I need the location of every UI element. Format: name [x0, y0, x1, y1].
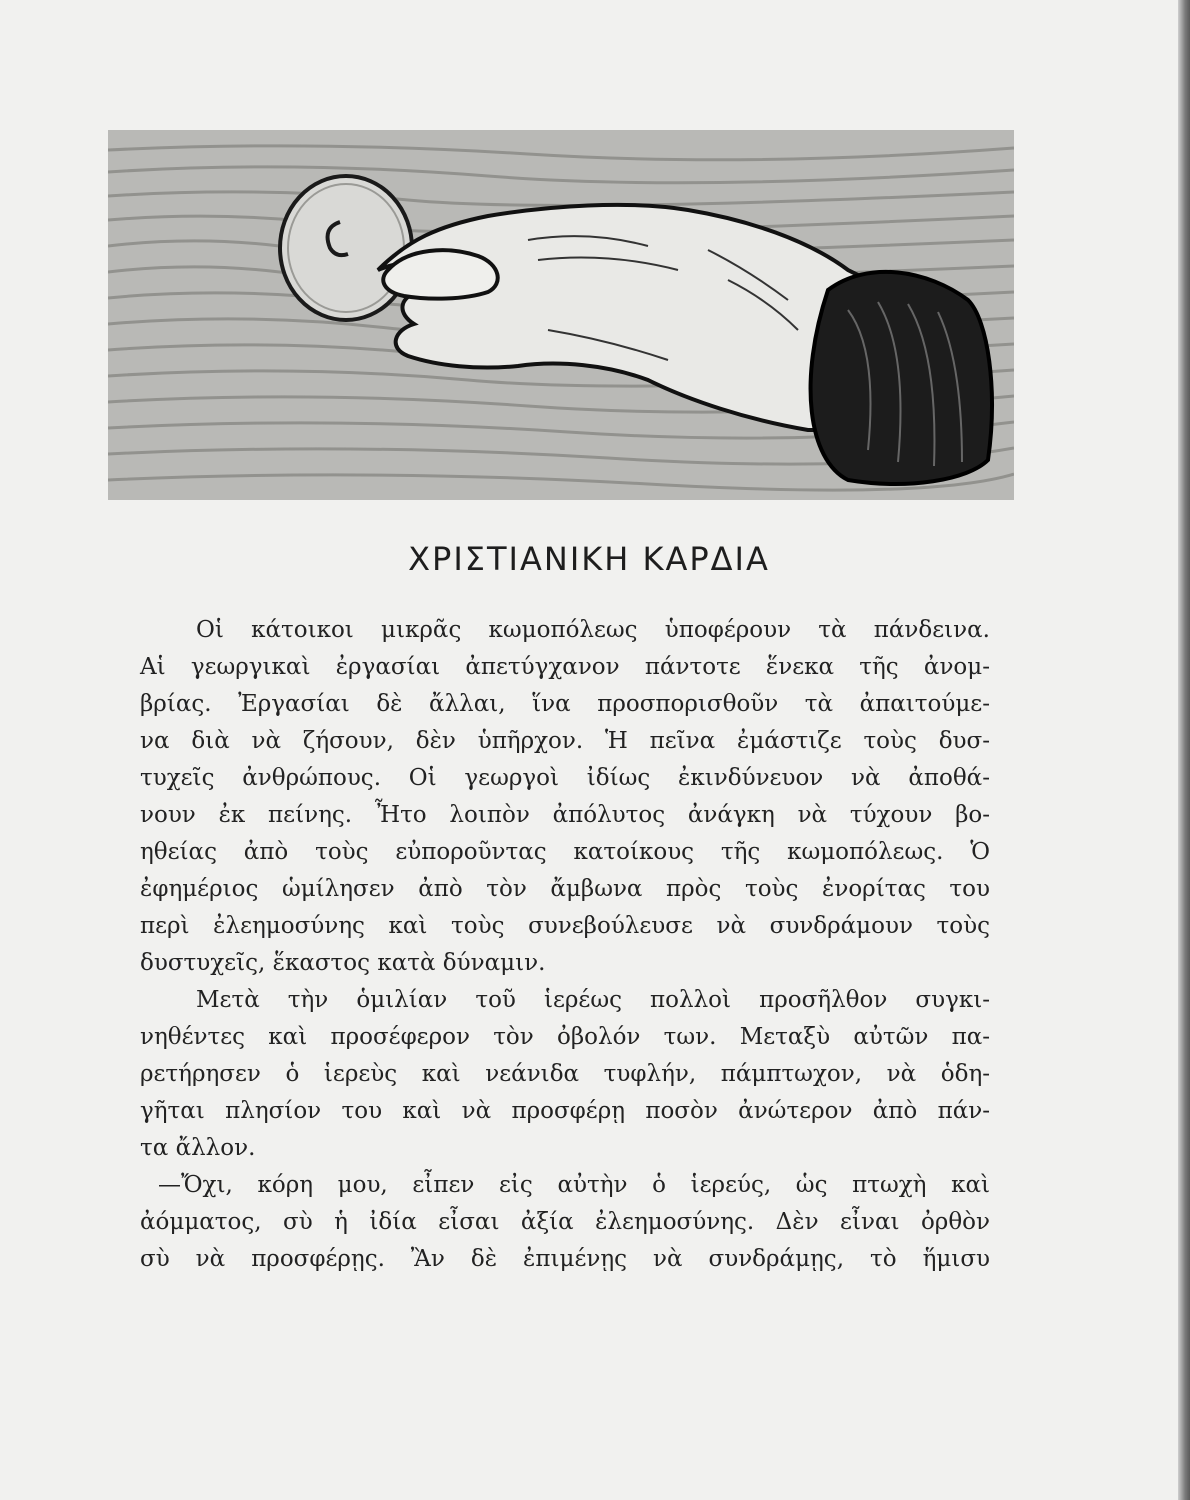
page-edge: [1178, 0, 1190, 1500]
hand-holding-wafer-illustration: [108, 130, 1014, 500]
paragraph-2: [140, 982, 990, 1167]
text-line: ηθείας ἀπὸ τοὺς εὐποροῦντας κατοίκους τῆς κωμοπόλεως. Ὁ: [140, 839, 990, 865]
text-line: τυχεῖς ἀνθρώπους. Οἱ γεωργοὶ ἰδίως ἐκινδύνευον νὰ ἀποθά-: [140, 765, 990, 791]
text-line: γῆται πλησίον του καὶ νὰ προσφέρῃ ποσὸν ἀνώτερον ἀπὸ πάν-: [140, 1098, 990, 1124]
text-line: νηθέντες καὶ προσέφερον τὸν ὀβολόν των. Μεταξὺ αὐτῶν πα-: [140, 1024, 990, 1050]
text-line: σὺ νὰ προσφέρῃς. Ἂν δὲ ἐπιμένῃς νὰ συνδράμῃς, τὸ ἥμισυ: [140, 1246, 990, 1272]
text-line: ἐφημέριος ὡμίλησεν ἀπὸ τὸν ἄμβωνα πρὸς τοὺς ἐνορίτας του: [140, 876, 990, 902]
text-line: περὶ ἐλεημοσύνης καὶ τοὺς συνεβούλευσε νὰ συνδράμουν τοὺς: [140, 913, 990, 939]
text-line: να διὰ νὰ ζήσουν, δὲν ὑπῆρχον. Ἡ πεῖνα ἐμάστιζε τοὺς δυσ-: [140, 728, 990, 754]
text-line: ἀόμματος, σὺ ἡ ἰδία εἶσαι ἀξία ἐλεημοσύνης. Δὲν εἶναι ὀρθὸν: [140, 1209, 990, 1235]
text-line: δυστυχεῖς, ἕκαστος κατὰ δύναμιν.: [140, 950, 546, 976]
text-line: Μετὰ τὴν ὁμιλίαν τοῦ ἱερέως πολλοὶ προσῆλθον συγκι-: [196, 987, 990, 1013]
paragraph-1: [140, 612, 990, 982]
text-line: Αἱ γεωργικαὶ ἐργασίαι ἀπετύγχανον πάντοτε ἕνεκα τῆς ἀνομ-: [140, 654, 990, 680]
text-line: ρετήρησεν ὁ ἱερεὺς καὶ νεάνιδα τυφλήν, πάμπτωχον, νὰ ὁδη-: [140, 1061, 990, 1087]
text-line: —Ὄχι, κόρη μου, εἶπεν εἰς αὐτὴν ὁ ἱερεύς, ὡς πτωχὴ καὶ: [158, 1172, 990, 1198]
text-line: νουν ἐκ πείνης. Ἦτο λοιπὸν ἀπόλυτος ἀνάγκη νὰ τύχουν βο-: [140, 802, 990, 828]
chapter-title: ΧΡΙΣΤΙΑΝΙΚΗ ΚΑΡΔΙΑ: [408, 540, 770, 578]
text-line: τα ἄλλον.: [140, 1135, 256, 1161]
body-text: [140, 612, 990, 1278]
text-line: βρίας. Ἐργασίαι δὲ ἄλλαι, ἵνα προσπορισθοῦν τὰ ἀπαιτούμε-: [140, 691, 990, 717]
text-line: Οἱ κάτοικοι μικρᾶς κωμοπόλεως ὑποφέρουν τὰ πάνδεινα.: [196, 617, 990, 643]
paragraph-3: [140, 1167, 990, 1278]
